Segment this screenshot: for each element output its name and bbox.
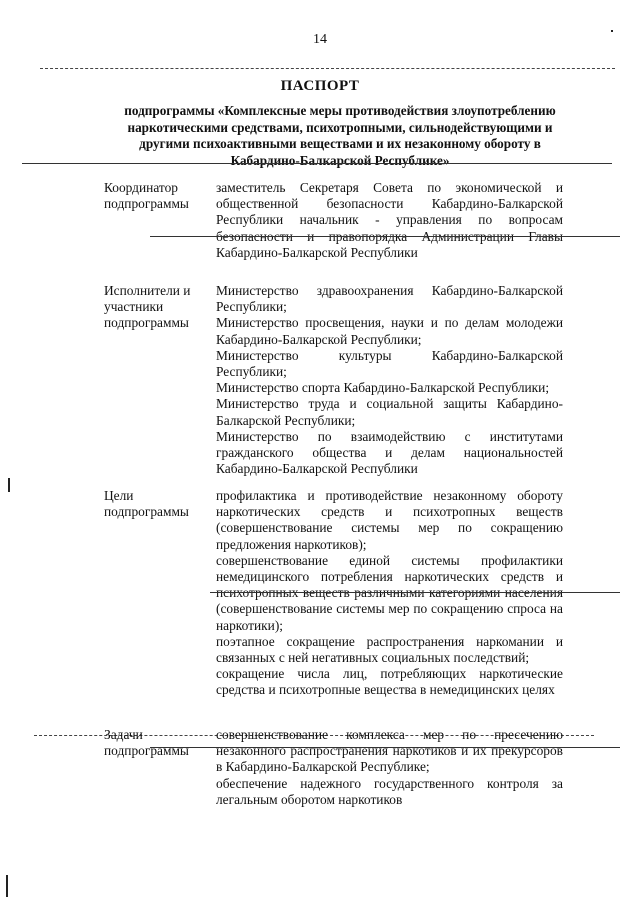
scan-line (150, 236, 620, 237)
content-paragraph: Министерство по взаимодействию с институтами гражданского общества и делам национальностей Кабардино-Балкарской Республики (216, 428, 563, 477)
row-content (216, 488, 563, 699)
row-content (216, 283, 563, 477)
content-paragraph: Министерство здравоохранения Кабардино-Балкарской Республики; (216, 283, 563, 315)
row-label: Цели подпрограммы (104, 488, 189, 520)
scan-line (210, 592, 620, 593)
content-paragraph: Министерство культуры Кабардино-Балкарской Республики; (216, 347, 563, 380)
row-label: Исполнители и участники подпрограммы (104, 283, 191, 331)
content-paragraph: поэтапное сокращение распространения наркомании и связанных с ней негативных социальных последствий; (216, 633, 563, 666)
scan-mark (8, 478, 10, 492)
page-number: 14 (313, 32, 327, 47)
row-label: Задачи подпрограммы (104, 727, 189, 759)
content-paragraph: Министерство спорта Кабардино-Балкарской Республики; (216, 380, 550, 396)
content-paragraph: Министерство труда и социальной защиты Кабардино-Балкарской Республики; (216, 396, 563, 428)
page-subtitle: подпрограммы «Комплексные меры противодействия злоупотреблению наркотическими средствами, психотропными, сильнодействующими и другими психоактивными веществами и их незаконному обороту в Кабардино-Балкарской Республике» (124, 103, 556, 168)
row-content (216, 727, 563, 808)
scan-mark (611, 30, 613, 32)
row-content (216, 180, 563, 261)
content-paragraph: совершенствование комплекса мер по пресечению незаконного распространения наркотиков и их прекурсоров в Кабардино-Балкарской Республике; (216, 727, 563, 775)
header-divider (40, 68, 615, 69)
content-paragraph: сокращение числа лиц, потребляющих наркотические средства и психотропные вещества в немедицинских целях (216, 666, 563, 698)
content-paragraph: заместитель Секретаря Совета по экономической и общественной безопасности Кабардино-Балкарской Республики начальник - управления по вопросам безопасности и правопорядка Администрации Главы Кабардино-Балкарской Республики (216, 180, 563, 260)
content-paragraph: совершенствование единой системы профилактики немедицинского потребления наркотических средств и психотропных веществ различными категориями населения (совершенствование системы мер по сокращению спроса на наркотики); (216, 552, 563, 633)
content-paragraph: профилактика и противодействие незаконному обороту наркотических средств и психотропных веществ (совершенствование системы мер по сокращению предложения наркотиков); (216, 488, 563, 552)
scan-mark (6, 875, 8, 897)
header-underline (22, 163, 612, 164)
content-paragraph: обеспечение надежного государственного контроля за легальным оборотом наркотиков (216, 775, 563, 807)
row-label: Координатор подпрограммы (104, 180, 189, 212)
content-paragraph: Министерство просвещения, науки и по делам молодежи Кабардино-Балкарской Республики; (216, 315, 563, 347)
page-title: ПАСПОРТ (280, 78, 360, 94)
